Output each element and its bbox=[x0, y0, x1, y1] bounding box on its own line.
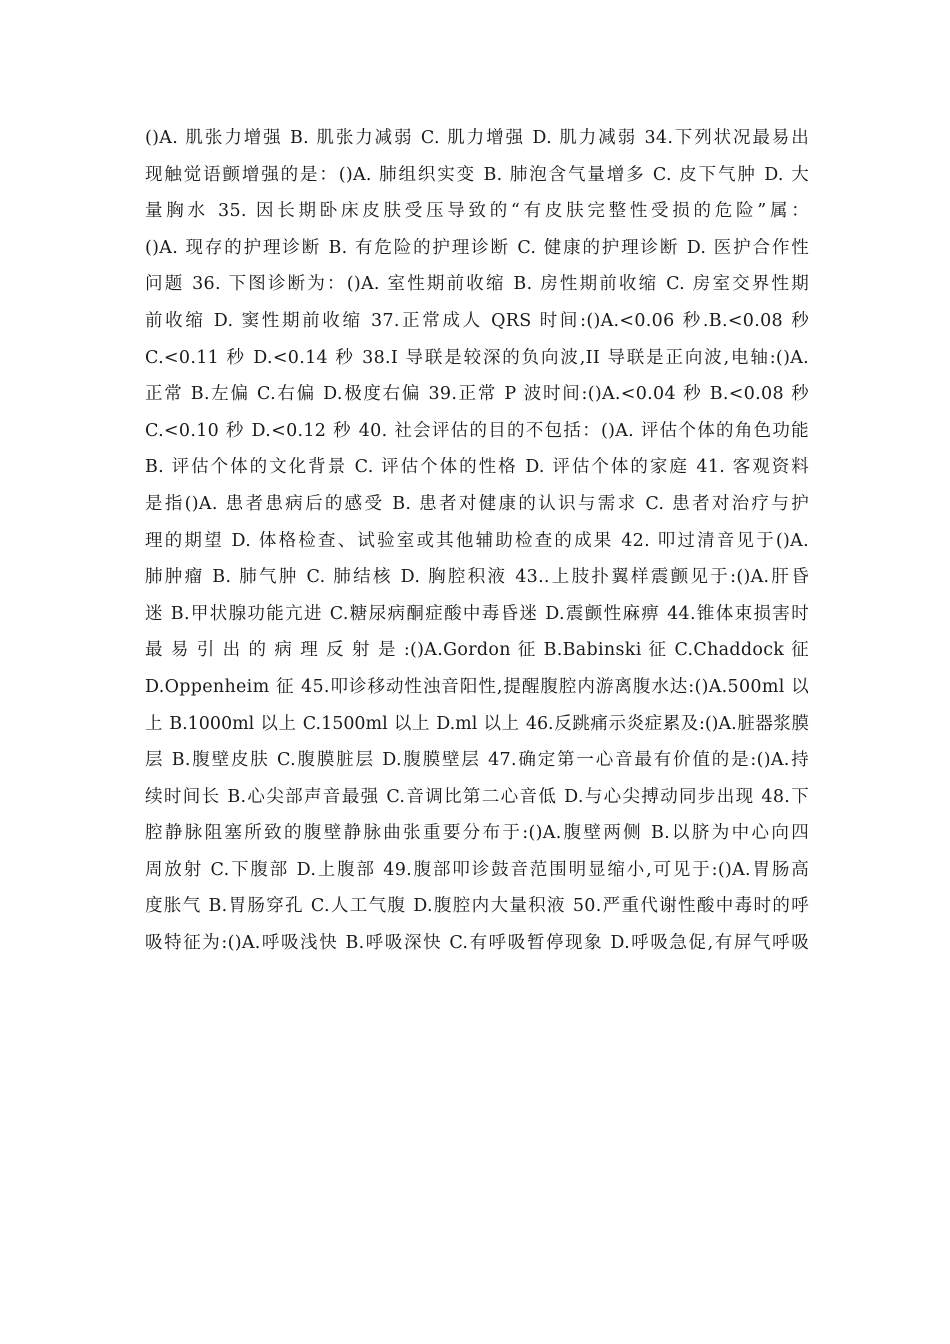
text-line: 量胸水 35. 因长期卧床皮肤受压导致的“有皮肤完整性受损的危险”属： bbox=[145, 201, 809, 222]
text-line: 现触觉语颤增强的是：()A. 肺组织实变 B. 肺泡含气量增多 C. 皮下气肿 D. 大 bbox=[145, 164, 809, 185]
text-line: 续时间长 B.心尖部声音最强 C.音调比第二心音低 D.与心尖搏动同步出现 48.下 bbox=[145, 786, 809, 807]
text-line: 问题 36. 下图诊断为：()A. 室性期前收缩 B. 房性期前收缩 C. 房室交界性期 bbox=[145, 274, 809, 295]
text-line: 迷 B.甲状腺功能亢进 C.糖尿病酮症酸中毒昏迷 D.震颤性麻痹 44.锥体束损害时 bbox=[145, 603, 809, 624]
text-line: 正常 B.左偏 C.右偏 D.极度右偏 39.正常 P 波时间:()A.<0.04 秒 B.<0.08 秒 bbox=[145, 384, 809, 405]
text-line: 吸特征为:()A.呼吸浅快 B.呼吸深快 C.有呼吸暂停现象 D.呼吸急促,有屏气呼吸 bbox=[145, 933, 809, 954]
question-text-block bbox=[145, 120, 809, 962]
text-line: B. 评估个体的文化背景 C. 评估个体的性格 D. 评估个体的家庭 41. 客观资料 bbox=[145, 457, 809, 478]
text-line: 上 B.1000ml 以上 C.1500ml 以上 D.ml 以上 46.反跳痛示炎症累及:()A.脏器浆膜 bbox=[145, 713, 809, 734]
text-line: D.Oppenheim 征 45.叩诊移动性浊音阳性,提醒腹腔内游离腹水达:()A.500ml 以 bbox=[145, 676, 809, 697]
text-line: C.<0.10 秒 D.<0.12 秒 40. 社会评估的目的不包括：()A. 评估个体的角色功能 bbox=[145, 420, 809, 441]
text-line: 是指()A. 患者患病后的感受 B. 患者对健康的认识与需求 C. 患者对治疗与护 bbox=[145, 493, 809, 514]
text-line: 肺肿瘤 B. 肺气肿 C. 肺结核 D. 胸腔积液 43..上肢扑翼样震颤见于:()A.肝昏 bbox=[145, 567, 809, 588]
text-line: 理的期望 D. 体格检查、试验室或其他辅助检查的成果 42. 叩过清音见于()A. bbox=[145, 530, 809, 551]
text-line: 最 易 引 出 的 病 理 反 射 是 :()A.Gordon 征 B.Babinski 征 C.Chaddock 征 bbox=[145, 640, 809, 661]
text-line: 周放射 C.下腹部 D.上腹部 49.腹部叩诊鼓音范围明显缩小,可见于:()A.胃肠高 bbox=[145, 859, 809, 880]
text-line: 层 B.腹壁皮肤 C.腹膜脏层 D.腹膜壁层 47.确定第一心音最有价值的是:()A.持 bbox=[145, 750, 809, 771]
text-line: ()A. 现存的护理诊断 B. 有危险的护理诊断 C. 健康的护理诊断 D. 医护合作性 bbox=[145, 237, 809, 258]
text-line: 腔静脉阻塞所致的腹壁静脉曲张重要分布于:()A.腹壁两侧 B.以脐为中心向四 bbox=[145, 823, 809, 844]
text-line: 度胀气 B.胃肠穿孔 C.人工气腹 D.腹腔内大量积液 50.严重代谢性酸中毒时的呼 bbox=[145, 896, 809, 917]
text-line: 前收缩 D. 窦性期前收缩 37.正常成人 QRS 时间:()A.<0.06 秒.B.<0.08 秒 bbox=[145, 310, 809, 331]
text-line: C.<0.11 秒 D.<0.14 秒 38.I 导联是较深的负向波,II 导联是正向波,电轴:()A. bbox=[145, 347, 809, 368]
text-line: ()A. 肌张力增强 B. 肌张力减弱 C. 肌力增强 D. 肌力减弱 34.下列状况最易出 bbox=[145, 128, 809, 148]
